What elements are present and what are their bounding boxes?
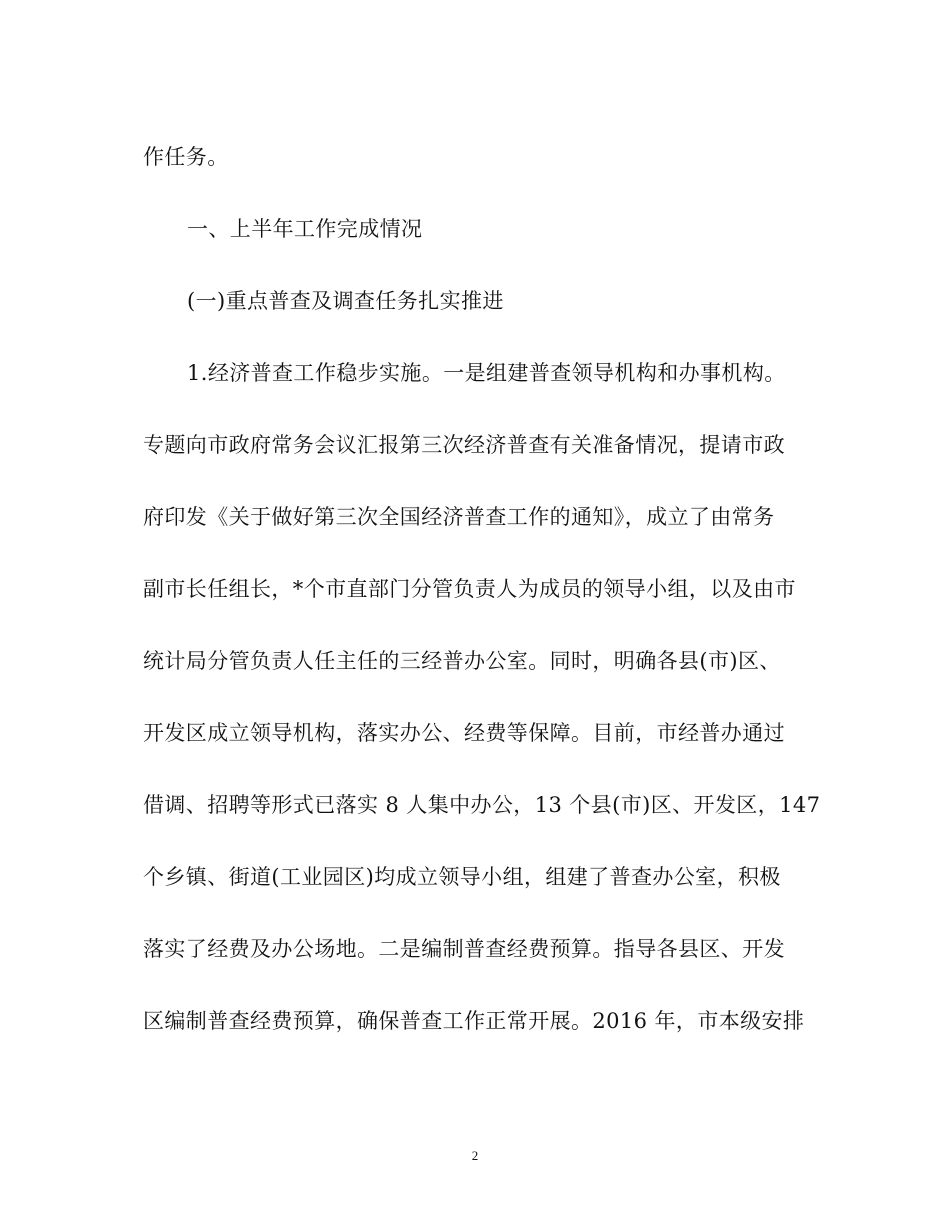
page-number: 2 [471,1148,479,1163]
text-line-11: 个乡镇、街道(工业园区)均成立领导小组，组建了普查办公室，积极 [143,865,781,889]
paragraph-first-line: 1.经济普查工作稳步实施。一是组建普查领导机构和办事机构。 [187,361,786,385]
text-line-1: 作任务。 [143,145,229,169]
text-line-7: 副市长任组长，*个市直部门分管负责人为成员的领导小组，以及由市 [143,577,796,601]
text-line-10: 借调、招聘等形式已落实 8 人集中办公，13 个县(市)区、开发区，147 [143,793,821,817]
text-line-5: 专题向市政府常务会议汇报第三次经济普查有关准备情况，提请市政 [143,433,785,457]
section-heading: 一、上半年工作完成情况 [187,217,423,241]
subsection-heading: (一)重点普查及调查任务扎实推进 [187,289,504,313]
text-line-9: 开发区成立领导机构，落实办公、经费等保障。目前，市经普办通过 [143,721,785,745]
text-line-13: 区编制普查经费预算，确保普查工作正常开展。2016 年，市本级安排 [143,1009,805,1033]
text-line-6: 府印发《关于做好第三次全国经济普查工作的通知》，成立了由常务 [143,505,775,529]
text-line-12: 落实了经费及办公场地。二是编制普查经费预算。指导各县区、开发 [143,937,785,961]
text-line-8: 统计局分管负责人任主任的三经普办公室。同时，明确各县(市)区、 [143,649,781,673]
